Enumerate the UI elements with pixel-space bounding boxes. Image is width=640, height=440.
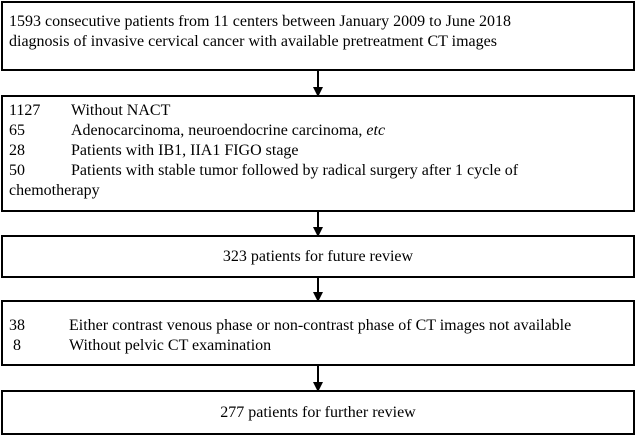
exclusion-count: 28 bbox=[9, 142, 25, 159]
exclusion-count: 8 bbox=[9, 337, 21, 354]
exclusion-item bbox=[9, 141, 627, 161]
exclusion-reason-wrap bbox=[71, 121, 385, 141]
exclusion-count: 1127 bbox=[9, 102, 41, 119]
exclusion-count: 50 bbox=[9, 162, 25, 179]
exclusion-reason: Patients with IB1, IIA1 FIGO stage bbox=[71, 142, 299, 159]
box1-line2: diagnosis of invasive cervical cancer with available pretreatment CT images bbox=[9, 33, 497, 50]
exclusion-reason: Either contrast venous phase or non-contrast phase of CT images not available bbox=[69, 317, 572, 334]
exclusion-item bbox=[9, 336, 627, 356]
further-review-text: 277 patients for further review bbox=[220, 404, 416, 421]
exclusion-count: 65 bbox=[9, 122, 25, 139]
exclusion-reason: Patients with stable tumor followed by radical surgery after 1 cycle of bbox=[71, 162, 519, 179]
box-future-review bbox=[1, 235, 635, 278]
future-review-text: 323 patients for future review bbox=[222, 248, 414, 265]
exclusion-item bbox=[9, 121, 627, 141]
box-exclusions-2 bbox=[1, 300, 635, 366]
exclusion-count: 38 bbox=[9, 317, 25, 334]
box-exclusions-1 bbox=[1, 95, 635, 212]
exclusion-reason-etc: etc bbox=[366, 122, 386, 139]
exclusion-reason-continuation: chemotherapy bbox=[9, 182, 100, 199]
exclusion-reason: Without NACT bbox=[71, 102, 171, 119]
exclusion-reason: Without pelvic CT examination bbox=[69, 337, 272, 354]
box-further-review bbox=[1, 390, 635, 435]
exclusion-item bbox=[9, 316, 627, 336]
exclusion-item bbox=[9, 101, 627, 121]
box-initial-cohort bbox=[1, 1, 635, 71]
exclusion-item bbox=[9, 161, 627, 181]
box1-line1: 1593 consecutive patients from 11 centers between January 2009 to June 2018 bbox=[9, 13, 511, 30]
exclusion-reason: Adenocarcinoma, neuroendocrine carcinoma, bbox=[71, 122, 367, 139]
